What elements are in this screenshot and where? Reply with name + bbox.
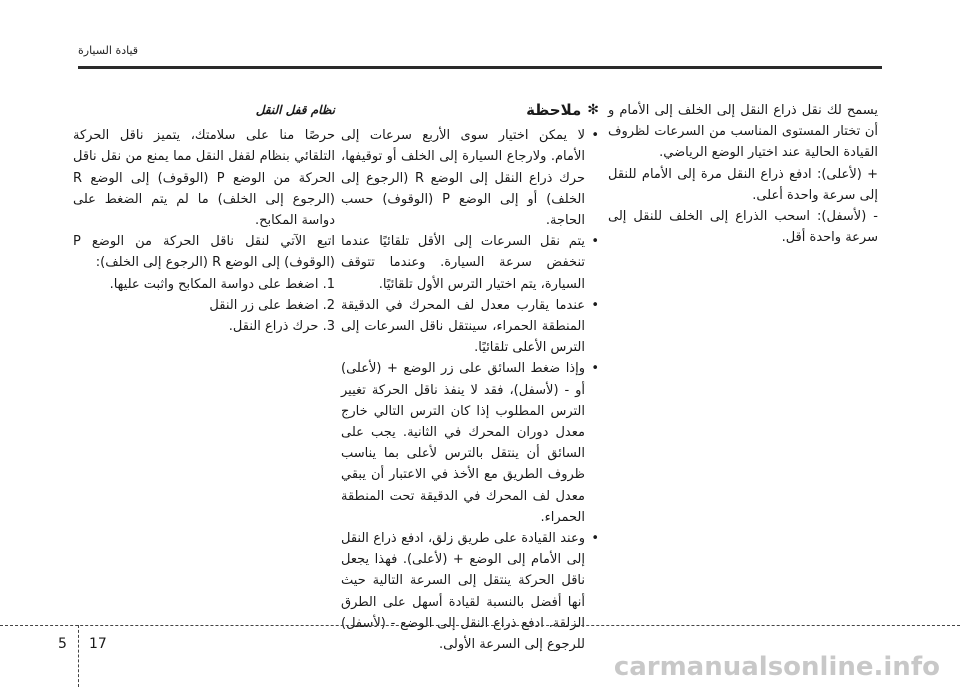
shift-down-item: - (لأسفل): اسحب الذراع إلى الخلف للنقل إلى سرعة واحدة أقل.: [608, 209, 878, 246]
header-title: قيادة السيارة: [78, 44, 139, 57]
note-heading-text: ملاحظة: [526, 101, 582, 119]
watermark: carmanualsonline.info: [613, 652, 940, 682]
footer-rule: [0, 625, 960, 626]
caution-icon: ✻: [587, 102, 599, 118]
step-item: 3. حرك ذراع النقل.: [228, 319, 335, 335]
shift-lock-paragraph: اتبع الآتي لنقل ناقل الحركة من الوضع P (الوقوف) إلى الوضع R (الرجوع إلى الخلف):: [73, 234, 335, 271]
step-item: 1. اضغط على دواسة المكابح واثبت عليها.: [109, 276, 335, 292]
note-list: [341, 125, 599, 655]
note-item: • يتم نقل السرعات إلى الأقل تلقائيًا عندما تنخفض سرعة السيارة. وعندما تتوقف السيارة، يتم اختيار الترس الأول تلقائيًا.: [341, 231, 599, 295]
footer-divider: [78, 625, 79, 687]
shift-lock-paragraph: حرصًا منا على سلامتك، يتميز ناقل الحركة التلقائي بنظام لقفل النقل مما يمنع من نقل ناقل الحركة من الوضع P (الوقوف) إلى الوضع R (الرجوع إلى الخلف) ما لم يتم الضغط على دواسة المكابح.: [73, 128, 335, 229]
left-column: [73, 100, 335, 337]
note-item: • وعند القيادة على طريق زلق، ادفع ذراع النقل إلى الأمام إلى الوضع + (لأعلى). فهذا يجعل ناقل الحركة ينتقل إلى السرعة التالية حيث أنها أفضل بالنسبة لقيادة أسهل على الطرق الزلقة. ادفع ذراع النقل إلى الوضع - (لأسفل) للرجوع إلى السرعة الأولى.: [341, 528, 599, 655]
shift-lock-heading: نظام قفل النقل: [255, 103, 335, 117]
note-item: • لا يمكن اختيار سوى الأربع سرعات إلى الأمام. ولارجاع السيارة إلى الخلف أو توقيفها، حرك ذراع النقل إلى الوضع R (الرجوع إلى الخلف) أو إلى الوضع P (الوقوف) حسب الحاجة.: [341, 125, 599, 231]
header-rule: [78, 66, 882, 69]
steps-list: [73, 274, 335, 338]
note-heading: [341, 100, 599, 121]
step-item: 2. اضغط على زر النقل: [209, 297, 335, 313]
right-intro: يسمح لك نقل ذراع النقل إلى الخلف إلى الأمام و أن تختار المستوى المناسب من السرعات لظروف القيادة الحالية عند اختيار الوضع الرياضي.: [608, 103, 878, 161]
note-item: • عندما يقارب معدل لف المحرك في الدقيقة المنطقة الحمراء، سينتقل ناقل السرعات إلى الترس الأعلى تلقائيًا.: [341, 295, 599, 359]
middle-column: [341, 100, 599, 655]
right-column: [608, 100, 878, 248]
note-item: • وإذا ضغط السائق على زر الوضع + (لأعلى) أو - (لأسفل)، فقد لا ينفذ ناقل الحركة تغيير الترس المطلوب إذا كان الترس التالي خارج معدل دوران المحرك في الثانية. يجب على السائق أن ينتقل بالترس لأعلى بما يناسب ظروف الطريق مع الأخذ في الاعتبار أن يبقي معدل لف المحرك في الدقيقة تحت المنطقة الحمراء.: [341, 358, 599, 528]
page-number: 17: [89, 636, 107, 652]
shift-up-item: + (لأعلى): ادفع ذراع النقل مرة إلى الأمام للنقل إلى سرعة واحدة أعلى.: [608, 166, 878, 203]
section-number: 5: [58, 636, 67, 652]
